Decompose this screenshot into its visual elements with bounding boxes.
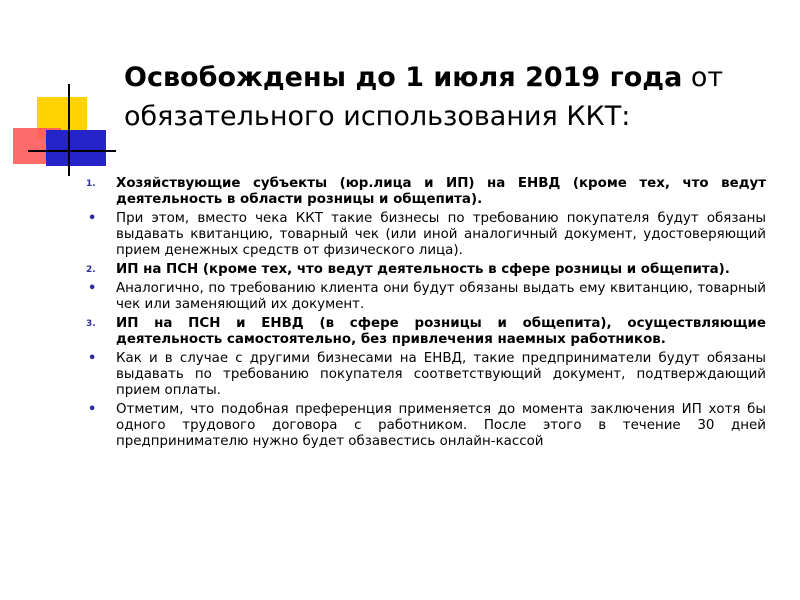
- item-text: Аналогично, по требованию клиента они будут обязаны выдать ему квитанцию, товарный чек или заменяющий их документ.: [116, 281, 766, 312]
- bullet-icon: •: [88, 211, 97, 226]
- item-number: 3.: [86, 319, 96, 329]
- bullet-item: [86, 211, 766, 259]
- item-text: ИП на ПСН и ЕНВД (в сфере розницы и общепита), осуществляющие деятельность самостоятельно, без привлечения наемных работников.: [116, 316, 766, 347]
- slide-title-rest: от обязательного использования ККТ:: [124, 62, 724, 132]
- numbered-item: [86, 262, 766, 278]
- bullet-item: [86, 281, 766, 313]
- logo-vertical-line: [68, 84, 70, 176]
- item-text: Как и в случае с другими бизнесами на ЕНВД, такие предприниматели будут обязаны выдавать по требованию покупателя соответствующий документ, подтверждающий прием оплаты.: [116, 351, 766, 398]
- item-text: Хозяйствующие субъекты (юр.лица и ИП) на ЕНВД (кроме тех, что ведут деятельность в области розницы и общепита).: [116, 176, 766, 207]
- slide-title: [124, 58, 764, 136]
- bullet-icon: •: [88, 402, 97, 417]
- item-number: 1.: [86, 179, 96, 189]
- item-text: При этом, вместо чека ККТ такие бизнесы по требованию покупателя будут обязаны выдавать квитанцию, товарный чек (или иной аналогичный документ, удостоверяющий прием денежных средств от физического лица).: [116, 211, 766, 258]
- item-number: 2.: [86, 265, 96, 275]
- bullet-icon: •: [88, 351, 97, 366]
- logo-blue-block: [46, 130, 106, 166]
- numbered-item: [86, 316, 766, 348]
- bullet-item: [86, 402, 766, 450]
- item-text: Отметим, что подобная преференция применяется до момента заключения ИП хотя бы одного трудового договора с работником. После этого в течение 30 дней предпринимателю нужно будет обзавестись онлайн-кассой: [116, 402, 766, 449]
- bullet-item: [86, 351, 766, 399]
- slide-title-bold: Освобождены до 1 июля 2019 года: [124, 62, 683, 93]
- bullet-icon: •: [88, 281, 97, 296]
- item-text: ИП на ПСН (кроме тех, что ведут деятельность в сфере розницы и общепита).: [116, 262, 730, 277]
- logo-horizontal-line: [28, 150, 116, 152]
- numbered-item: [86, 176, 766, 208]
- content-list: [86, 176, 766, 453]
